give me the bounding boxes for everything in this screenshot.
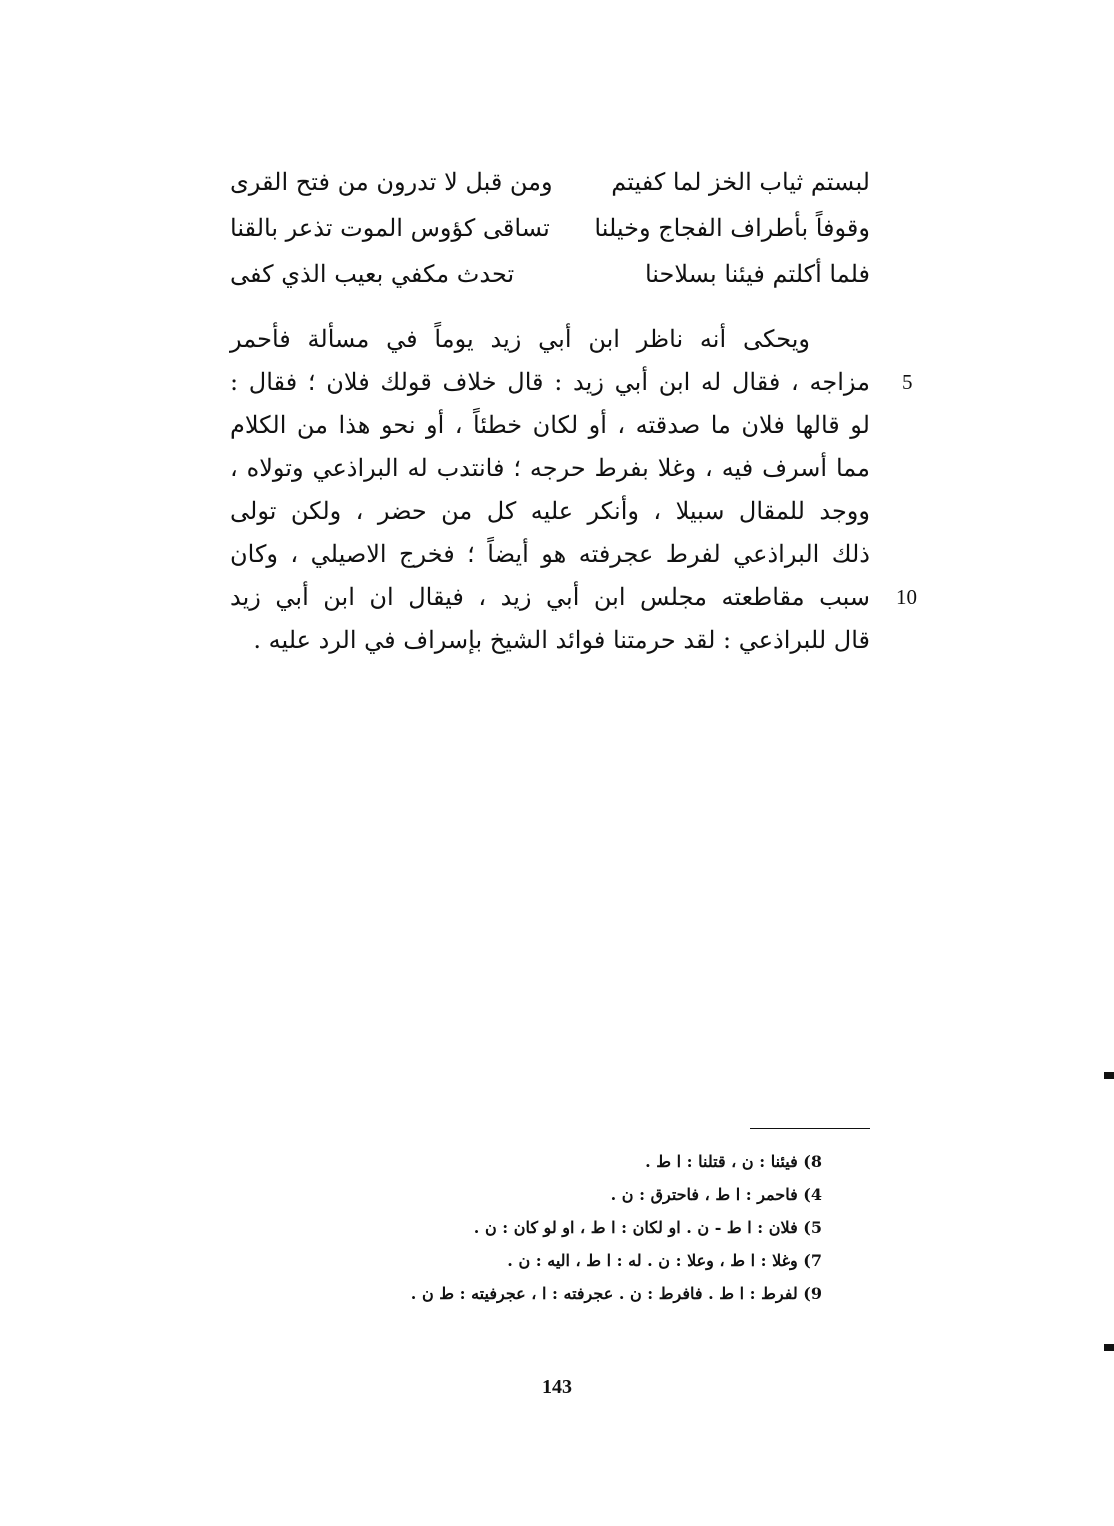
verse-line — [230, 208, 870, 248]
footnote: 8) فيئنا : ن ، قتلنا : ا ط . — [645, 1152, 822, 1171]
verse-hemistich-first: لبستم ثياب الخز لما كفيتم — [611, 168, 870, 196]
paragraph-line: لو قالها فلان ما صدقته ، أو لكان خطئاً ، أو نحو هذا من الكلام — [230, 411, 870, 439]
paragraph-line: ووجد للمقال سبيلا ، وأنكر عليه كل من حضر ، ولكن تولى — [230, 497, 870, 525]
footnote: 9) لفرط : ا ط . فافرط : ن . عجرفته : ا ، عجرفيته : ط ن . — [410, 1284, 822, 1303]
footnote: 4) فاحمر : ا ط ، فاحترق : ن . — [610, 1185, 822, 1204]
verse-hemistich-second: تحدث مكفي بعيب الذي كفى — [230, 260, 515, 288]
verse-line — [230, 162, 870, 202]
verse-hemistich-first: فلما أكلتم فيئنا بسلاحنا — [644, 260, 870, 288]
paragraph-line: مما أسرف فيه ، وغلا بفرط حرجه ؛ فانتدب له البراذعي وتولاه ، — [230, 454, 870, 482]
footnote: 7) وغلا : ا ط ، وعلا : ن . له : ا ط ، اليه : ن . — [507, 1251, 822, 1270]
line-number-5: 5 — [902, 370, 913, 394]
line-number-10: 10 — [896, 585, 917, 609]
verse-hemistich-second: تساقى كؤوس الموت تذعر بالقنا — [230, 214, 550, 242]
page-number: 143 — [542, 1376, 572, 1398]
scan-edge-mark — [1104, 1072, 1114, 1079]
scan-edge-mark — [1104, 1344, 1114, 1351]
verse-hemistich-first: وقوفاً بأطراف الفجاج وخيلنا — [594, 214, 870, 242]
paragraph-line: مزاجه ، فقال له ابن أبي زيد : قال خلاف قولك فلان ؛ فقال : — [230, 368, 870, 396]
paragraph-line: قال للبراذعي : لقد حرمتنا فوائد الشيخ بإسراف في الرد عليه . — [253, 626, 870, 654]
paragraph-line: ذلك البراذعي لفرط عجرفته هو أيضاً ؛ فخرج الاصيلي ، وكان — [230, 540, 870, 568]
footnote-divider — [750, 1128, 870, 1129]
paragraph-line: سبب مقاطعته مجلس ابن أبي زيد ، فيقال ان ابن أبي زيد — [230, 583, 870, 611]
verse-line — [230, 254, 870, 294]
paragraph-line: ويحكى أنه ناظر ابن أبي زيد يوماً في مسألة فأحمر — [230, 325, 810, 353]
verse-hemistich-second: ومن قبل لا تدرون من فتح القرى — [230, 168, 553, 196]
footnote: 5) فلان : ا ط - ن . او لكان : ا ط ، او لو كان : ن . — [473, 1218, 822, 1237]
